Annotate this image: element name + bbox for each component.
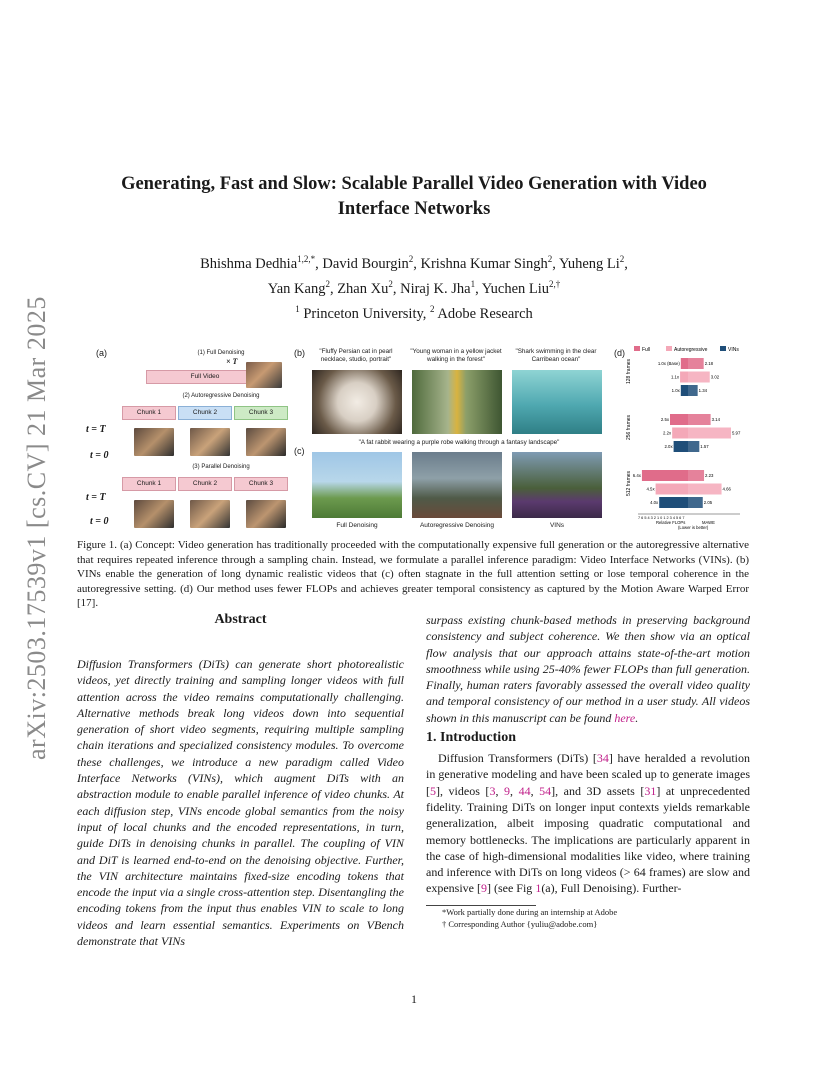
flops-bar <box>681 358 688 369</box>
mawe-data-label: 3.14 <box>711 417 720 422</box>
citation-link[interactable]: 34 <box>596 751 609 766</box>
citation-link[interactable]: 3 <box>489 783 496 798</box>
photo-rabbit-full <box>312 452 402 518</box>
group-label: 256 frames <box>626 414 632 440</box>
citation-link[interactable]: 9 <box>504 783 510 798</box>
flops-data-label: 2.5x <box>660 417 669 422</box>
legend-label: Autoregressive <box>674 347 708 353</box>
par-thumb-2 <box>190 500 230 528</box>
flops-data-label: 1.1x <box>670 374 680 380</box>
intro-text-run: (a), Full Denoising). Further- <box>541 881 682 896</box>
par-thumb-3 <box>246 500 286 528</box>
flops-data-label: 4.5x <box>646 486 655 492</box>
author-name: Yuheng Li <box>558 255 620 272</box>
author-name: Niraj K. Jha <box>400 280 471 297</box>
flops-data-label: 1.0x (Base) <box>657 361 680 366</box>
photo-woman <box>412 370 502 434</box>
footnote-1: *Work partially done during an internship at Adobe <box>442 906 618 917</box>
author-block <box>90 249 738 323</box>
author-sup: 2 <box>325 278 330 289</box>
legend-label: VINs <box>728 347 739 353</box>
mawe-data-label: 2.18 <box>704 361 714 366</box>
intro-text-run: , <box>495 783 504 798</box>
mawe-bar <box>688 414 711 425</box>
parallel-caption: (3) Parallel Denoising <box>192 464 250 470</box>
ar-thumb-3 <box>246 428 286 456</box>
photo-cat <box>312 370 402 434</box>
panel-c-label: (c) <box>294 446 305 456</box>
author-name: Zhan Xu <box>337 280 389 297</box>
intro-text-run: Diffusion Transformers (DiTs) [ <box>438 751 597 766</box>
mawe-bar <box>688 372 710 383</box>
col-ar-denoising: Autoregressive Denoising <box>419 522 495 529</box>
citation-link[interactable]: 9 <box>480 881 487 896</box>
arxiv-stamp: arXiv:2503.17539v1 [cs.CV] 21 Mar 2025 <box>22 296 51 760</box>
par-chunk-2: Chunk 2 <box>178 477 232 491</box>
mawe-bar <box>688 385 698 396</box>
legend-swatch <box>720 346 726 351</box>
footnote-2: † Corresponding Author {yuliu@adobe.com} <box>442 918 598 929</box>
mawe-data-label: 1.57 <box>700 444 709 449</box>
author-sup: 2,† <box>549 278 561 289</box>
mawe-data-label: 4.66 <box>722 486 731 492</box>
author-name: David Bourgin <box>322 255 409 272</box>
flops-data-label: 4.0x <box>650 500 659 505</box>
mawe-data-label: 2.23 <box>705 473 714 478</box>
t-eq-0-par: t = 0 <box>90 516 109 527</box>
right-column <box>426 612 750 930</box>
abstract-cont-text: surpass existing chunk-based methods in preserving background consistency and subject coherence. We then show via an optical flow analysis that our approach attains state-of-the-art motion smoothness while using 25-40% fewer FLOPs than full generation. Finally, human raters favorably assessed the overall video quality and temporal consistency of our method in a user study. All videos shown in this manuscript can be found <box>426 613 750 725</box>
t-eq-T-ar: t = T <box>86 424 106 435</box>
full-video-bar: Full Video <box>146 370 264 384</box>
legend-label: Full <box>642 347 651 353</box>
author-sup: 2 <box>619 254 625 264</box>
x-tick-labels: 7 6 5 4 3 2 1 0 1 2 3 4 5 6 7 <box>638 516 685 520</box>
panel-d-chart <box>626 342 742 530</box>
ar-chunk-2: Chunk 2 <box>178 406 232 420</box>
mawe-bar <box>688 484 722 495</box>
flops-bar <box>670 414 688 425</box>
t-eq-0-ar: t = 0 <box>90 450 109 461</box>
abstract-heading: Abstract <box>214 612 267 627</box>
flops-bar <box>681 385 688 396</box>
panel-d-label: (d) <box>614 348 625 358</box>
mawe-data-label: 5.97 <box>731 430 741 436</box>
left-column <box>77 612 404 949</box>
ar-thumb-2 <box>190 428 230 456</box>
paper-title <box>90 172 738 222</box>
intro-text-run: ] have heralded a revolution in generative modeling and have been scaled up to generate images [ <box>426 751 750 798</box>
page-number: 1 <box>411 992 417 1006</box>
citation-link[interactable]: 31 <box>644 783 657 798</box>
x-label-note: (Lower is better) <box>678 525 709 530</box>
citation-link[interactable]: 5 <box>430 783 436 798</box>
flops-bar <box>642 470 688 481</box>
mawe-bar <box>688 470 704 481</box>
x-label-flops: Relative FLOPs <box>656 520 686 525</box>
autoregressive-caption: (2) Autoregressive Denoising <box>182 393 260 399</box>
prompt-cat: "Fluffy Persian cat in pearl necklace, studio, portrait" <box>319 348 393 363</box>
intro-text-run: , <box>530 783 540 798</box>
col-vins: VINs <box>549 522 565 529</box>
title-line-1: Generating, Fast and Slow: Scalable Parallel Video Generation with Video <box>121 174 707 194</box>
abstract-text: Diffusion Transformers (DiTs) can generate short photorealistic videos, yet directly training and sampling longer videos with full attention across the video remains computationally challenging. Alternative methods break long videos down into sequential generation of short video segments, requiring multiple sampling chain iterations and specialized consistency modules. To overcome these challenges, we introduce a new paradigm called Video Interface Networks (VINs), which augment DiTs with an abstraction module to enable parallel inference of video chunks. At each diffusion step, VINs encode global semantics from the noisy input of local chunks and the encoded representations, in turn, guide DiTs in denoising chunks in parallel. The coupling of VIN and DiT is learned end-to-end on the denoising objective. Further, the VIN architecture maintains fixed-size encoding tokens that encode the input via a single cross-attention step. Disentangling the encoding tokens from the input thus enables VIN to scale to long videos and learn essential semantics. Experiments on VBench demonstrate that VINs <box>77 657 404 949</box>
panel-b-label: (b) <box>294 348 305 358</box>
photo-rabbit-ar <box>412 452 502 518</box>
full-video-thumb <box>246 362 282 388</box>
citation-link[interactable]: 44 <box>518 783 531 798</box>
flops-bar <box>674 441 688 452</box>
affiliation-sup: 2 <box>430 303 435 314</box>
author-name: Krishna Kumar Singh <box>420 255 548 272</box>
full-denoising-caption: (1) Full Denoising <box>197 350 245 356</box>
intro-paragraph <box>426 750 750 897</box>
prompt-rabbit: "A fat rabbit wearing a purple robe walking through a fantasy landscape" <box>358 439 560 446</box>
citation-link[interactable]: 54 <box>539 783 552 798</box>
panel-a-label: (a) <box>96 348 107 358</box>
flops-data-label: 6.4x <box>632 473 641 478</box>
affiliation-name: Princeton University <box>299 305 423 322</box>
author-name: Yuchen Liu <box>481 280 550 297</box>
flops-bar <box>672 428 688 439</box>
mawe-bar <box>688 358 704 369</box>
ar-chunk-3: Chunk 3 <box>234 406 288 420</box>
intro-heading: 1. Introduction <box>426 730 516 746</box>
intro-text-run: , <box>510 783 519 798</box>
intro-text-run: ], and 3D assets [ <box>551 783 645 798</box>
par-chunk-1: Chunk 1 <box>122 477 176 491</box>
affiliations: $^1$ Princeton University, $^2$ Adobe Research <box>295 303 533 322</box>
photo-shark <box>512 370 602 434</box>
prompt-woman: "Young woman in a yellow jacket walking in the forest" <box>410 348 502 363</box>
author-sup: 2 <box>408 254 414 264</box>
times-t-full: × T <box>226 357 238 366</box>
authors-line-1: Bhishma Dedhia$^{1,2,*}$, David Bourgin$^2$, Krishna Kumar Singh$^2$, Yuheng Li$^2$, <box>200 254 628 272</box>
figure-1 <box>86 340 742 536</box>
group-label: 512 frames <box>626 470 632 496</box>
intro-text-run: ], videos [ <box>436 783 490 798</box>
title-line-2: Interface Networks <box>337 199 491 219</box>
flops-bar <box>680 372 688 383</box>
mawe-bar <box>688 441 699 452</box>
authors-line-2: Yan Kang$^2$, Zhan Xu$^2$, Niraj K. Jha$^1$, Yuchen Liu$^{2,\dagger}$ <box>267 278 561 297</box>
author-name: Bhishma Dedhia <box>200 255 298 272</box>
intro-text-run: ] (see Fig <box>486 881 536 896</box>
manuscript-link[interactable]: here <box>614 710 636 725</box>
intro-text-run: ] at unprecedented fidelity. Training DiTs on longer input contexts yields remarkable generalization, albeit imposing quadratic computational and memory bottlenecks. The implications are particularly apparent in the case of high-dimensional modalities like video, where training and inference with DiTs on long videos (> 64 frames) are slow and expensive [ <box>426 783 751 896</box>
t-eq-T-par: t = T <box>86 492 106 503</box>
author-sup: 2 <box>388 278 393 289</box>
mawe-data-label: 2.05 <box>703 500 713 505</box>
photo-rabbit-vin <box>512 452 602 518</box>
ar-thumb-1 <box>134 428 174 456</box>
author-sup: 1,2,* <box>297 254 316 264</box>
mawe-bar <box>688 428 731 439</box>
prompt-shark: "Shark swimming in the clear Carribean ocean" <box>515 348 597 363</box>
legend-swatch <box>666 346 672 351</box>
author-sup: 1 <box>470 278 476 289</box>
citation-link[interactable]: 1 <box>535 881 542 896</box>
flops-bar <box>656 484 688 495</box>
col-full-denoising: Full Denoising <box>336 522 378 529</box>
par-thumb-1 <box>134 500 174 528</box>
abstract-continued: surpass existing chunk-based methods in preserving background consistency and subject coherence. We then show via an optical flow analysis that our approach attains state-of-the-art motion smoothness while using 25-40% fewer FLOPs than full generation. Finally, human raters favorably assessed the overall video quality and temporal consistency of our method in a user study. All videos shown in this manuscript can be found here. <box>426 613 750 725</box>
flops-data-label: 2.0x <box>664 444 673 449</box>
x-label-mawe: MAWE <box>702 520 715 525</box>
flops-data-label: 2.2x <box>663 430 672 436</box>
par-chunk-3: Chunk 3 <box>234 477 288 491</box>
mawe-data-label: 1.34 <box>698 388 708 393</box>
group-label: 128 frames <box>626 358 632 384</box>
flops-data-label: 1.0x <box>671 388 680 393</box>
ar-chunk-1: Chunk 1 <box>122 406 176 420</box>
mawe-data-label: 3.02 <box>710 374 720 380</box>
affiliation-name: Adobe Research <box>434 305 533 322</box>
mawe-bar <box>688 497 703 508</box>
legend-swatch <box>634 346 640 351</box>
author-sup: 2 <box>547 254 553 264</box>
affiliation-sup: 1 <box>295 303 300 314</box>
flops-bar <box>659 497 688 508</box>
figure-caption: Figure 1. (a) Concept: Video generation has traditionally proceeded with the computationally expensive full generation or the autoregressive alternative that requires repeated inference through a sampling chain. Instead, we formulate a parallel inference paradigm: Video Interface Networks (VINs). (b) VINs enable the generation of long dynamic realistic videos that (c) often stagnate in the full attention setting or lose temporal coherence in the autoregressive setting. (d) Our method uses fewer FLOPs and achieves greater temporal consistency as captured by the Motion Aware Warped Error [17]. <box>77 539 749 609</box>
author-name: Yan Kang <box>267 280 326 297</box>
